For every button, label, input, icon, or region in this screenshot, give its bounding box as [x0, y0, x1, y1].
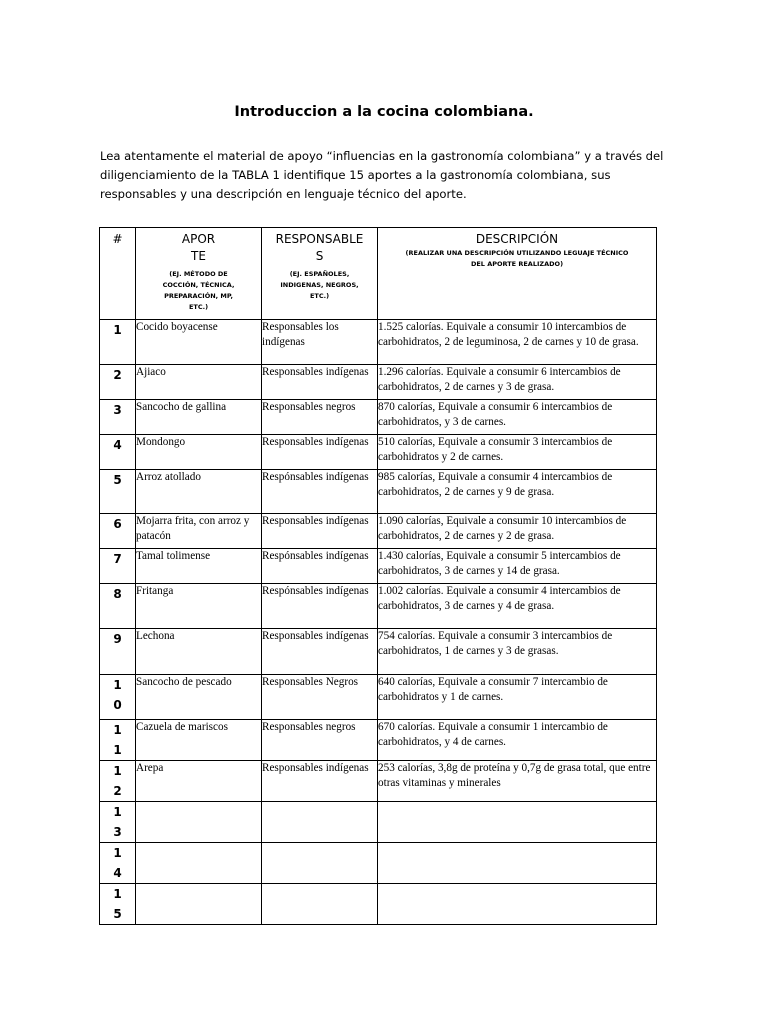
aporte-cell: Fritanga	[136, 584, 262, 629]
responsables-cell: Responsables indígenas	[262, 514, 378, 549]
descripcion-cell: 640 calorías, Equivale a consumir 7 intercambio de carbohidratos y 1 de carnes.	[378, 675, 657, 720]
descripcion-cell: 253 calorías, 3,8g de proteína y 0,7g de grasa total, que entre otras vitaminas y minerales	[378, 761, 657, 802]
table-row	[100, 514, 657, 549]
aporte-cell: Lechona	[136, 629, 262, 675]
descripcion-cell	[378, 802, 657, 843]
responsables-cell: Responsables los indígenas	[262, 320, 378, 365]
aporte-cell: Mojarra frita, con arroz y patacón	[136, 514, 262, 549]
responsables-cell: Respónsables indígenas	[262, 549, 378, 584]
row-number: 4	[100, 435, 136, 470]
descripcion-cell: 1.430 calorías, Equivale a consumir 5 intercambios de carbohidratos, 3 de carnes y 14 de grasa.	[378, 549, 657, 584]
contributions-table	[99, 227, 657, 925]
responsables-cell: Responsables negros	[262, 720, 378, 761]
descripcion-cell: 870 calorías, Equivale a consumir 6 intercambios de carbohidratos, y 3 de carnes.	[378, 400, 657, 435]
table-row	[100, 884, 657, 925]
descripcion-cell: 1.296 calorías. Equivale a consumir 6 intercambios de carbohidratos, 2 de carnes y 3 de grasa.	[378, 365, 657, 400]
aporte-cell: Tamal tolimense	[136, 549, 262, 584]
table-row	[100, 720, 657, 761]
header-descripcion-note: (REALIZAR UNA DESCRIPCIÓN UTILIZANDO LEGUAJE TÉCNICO DEL APORTE REALIZADO)	[405, 249, 629, 268]
aporte-cell	[136, 802, 262, 843]
table-row	[100, 584, 657, 629]
aporte-cell: Arroz atollado	[136, 470, 262, 514]
descripcion-cell: 1.090 calorías, Equivale a consumir 10 intercambios de carbohidratos, 2 de carnes y 2 de grasa.	[378, 514, 657, 549]
responsables-cell: Responsables Negros	[262, 675, 378, 720]
header-responsables	[262, 228, 378, 320]
header-responsables-label: RESPONSABLE S	[275, 232, 364, 263]
header-aporte	[136, 228, 262, 320]
document-title: Introduccion a la cocina colombiana.	[234, 104, 534, 120]
responsables-cell	[262, 802, 378, 843]
header-aporte-label: APOR TE	[181, 232, 216, 263]
header-descripcion-label: DESCRIPCIÓN	[475, 232, 559, 246]
responsables-cell: Responsables indígenas	[262, 761, 378, 802]
aporte-cell	[136, 884, 262, 925]
responsables-cell: Responsables indígenas	[262, 365, 378, 400]
aporte-cell: Mondongo	[136, 435, 262, 470]
responsables-cell: Responsables indígenas	[262, 435, 378, 470]
aporte-cell: Cazuela de mariscos	[136, 720, 262, 761]
row-number: 1 3	[100, 802, 136, 843]
table-row	[100, 400, 657, 435]
descripcion-cell: 1.002 calorías. Equivale a consumir 4 intercambios de carbohidratos, 3 de carnes y 4 de grasa.	[378, 584, 657, 629]
table-row	[100, 320, 657, 365]
row-number: 9	[100, 629, 136, 675]
row-number: 3	[100, 400, 136, 435]
aporte-cell	[136, 843, 262, 884]
aporte-cell: Sancocho de gallina	[136, 400, 262, 435]
aporte-cell: Cocido boyacense	[136, 320, 262, 365]
row-number: 1 4	[100, 843, 136, 884]
header-responsables-note: (EJ. ESPAÑOLES, INDIGENAS, NEGROS, ETC.)	[280, 270, 359, 300]
descripcion-cell: 754 calorías. Equivale a consumir 3 intercambios de carbohidratos, 1 de carnes y 3 de grasas.	[378, 629, 657, 675]
header-aporte-note: (EJ. MÉTODO DE COCCIÓN, TÉCNICA, PREPARACIÓN, MP, ETC.)	[162, 270, 235, 311]
row-number: 1 2	[100, 761, 136, 802]
responsables-cell: Respónsables indígenas	[262, 584, 378, 629]
descripcion-cell: 670 calorías. Equivale a consumir 1 intercambio de carbohidratos, y 4 de carnes.	[378, 720, 657, 761]
header-number-label: #	[112, 232, 123, 246]
row-number: 1 5	[100, 884, 136, 925]
table-row	[100, 365, 657, 400]
row-number: 6	[100, 514, 136, 549]
row-number: 1	[100, 320, 136, 365]
descripcion-cell	[378, 884, 657, 925]
table-row	[100, 435, 657, 470]
aporte-cell: Arepa	[136, 761, 262, 802]
aporte-cell: Ajiaco	[136, 365, 262, 400]
table-row	[100, 629, 657, 675]
responsables-cell: Responsables indígenas	[262, 629, 378, 675]
responsables-cell	[262, 843, 378, 884]
descripcion-cell	[378, 843, 657, 884]
responsables-cell: Responsables negros	[262, 400, 378, 435]
instructions-paragraph: Lea atentamente el material de apoyo “influencias en la gastronomía colombiana” y a través del diligenciamiento de la TABLA 1 identifique 15 aportes a la gastronomía colombiana, sus responsables y una descripción en lenguaje técnico del aporte.	[100, 149, 664, 201]
row-number: 7	[100, 549, 136, 584]
descripcion-cell: 985 calorías, Equivale a consumir 4 intercambios de carbohidratos, 2 de carnes y 9 de grasa.	[378, 470, 657, 514]
row-number: 8	[100, 584, 136, 629]
table-row	[100, 802, 657, 843]
table-row	[100, 761, 657, 802]
header-descripcion	[378, 228, 657, 320]
header-number	[100, 228, 136, 320]
table-row	[100, 675, 657, 720]
table-row	[100, 549, 657, 584]
responsables-cell	[262, 884, 378, 925]
descripcion-cell: 510 calorías, Equivale a consumir 3 intercambios de carbohidratos y 2 de carnes.	[378, 435, 657, 470]
row-number: 2	[100, 365, 136, 400]
descripcion-cell: 1.525 calorías. Equivale a consumir 10 intercambios de carbohidratos, 2 de leguminosa, 2 de carnes y 10 de grasa.	[378, 320, 657, 365]
responsables-cell: Respónsables indígenas	[262, 470, 378, 514]
aporte-cell: Sancocho de pescado	[136, 675, 262, 720]
row-number: 5	[100, 470, 136, 514]
table-row	[100, 470, 657, 514]
row-number: 1 1	[100, 720, 136, 761]
row-number: 1 0	[100, 675, 136, 720]
header-row	[100, 228, 657, 320]
table-row	[100, 843, 657, 884]
